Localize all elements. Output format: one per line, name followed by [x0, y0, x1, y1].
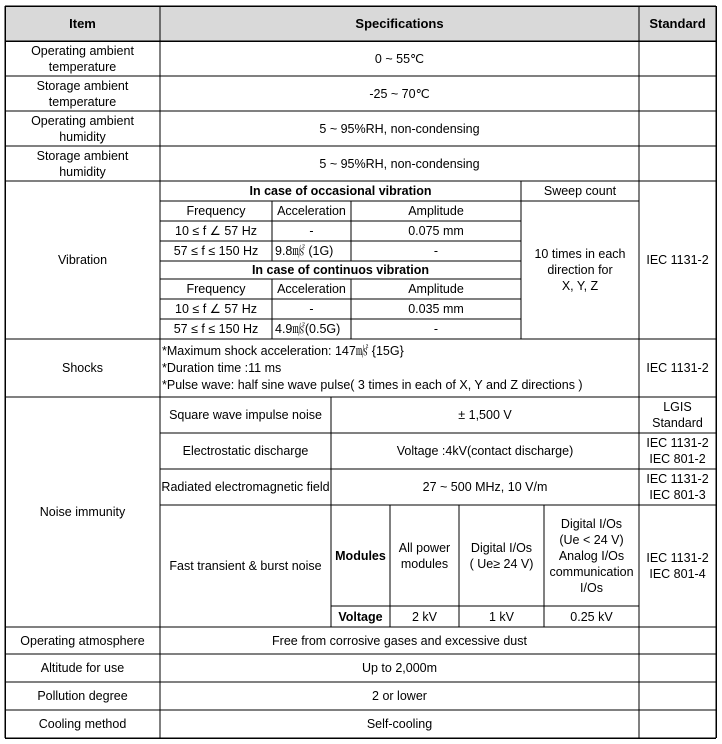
square-wave-standard: LGIS Standard [652, 400, 703, 430]
occ-row1-frequency: 10 ≤ f ∠ 57 Hz [175, 224, 257, 238]
shocks-line-1: *Maximum shock acceleration: 147㎨ {15G} [162, 344, 404, 358]
op-temp-spec: 0 ~ 55℃ [374, 51, 425, 66]
continuous-vibration-title: In case of continuos vibration [251, 263, 430, 277]
square-wave-value: ± 1,500 V [458, 408, 512, 422]
occ-amplitude-header: Amplitude [408, 204, 464, 218]
vibration-item: Vibration [57, 253, 108, 267]
header-specifications: Specifications [160, 6, 639, 41]
vibration-standard: IEC 1131-2 [646, 253, 709, 267]
atmosphere-spec: Free from corrosive gases and excessive dust [272, 633, 527, 648]
shocks-standard: IEC 1131-2 [646, 361, 709, 375]
voltage-label: Voltage [338, 609, 383, 624]
header-item: Item [5, 6, 160, 41]
occ-row1-amplitude: 0.075 mm [408, 224, 464, 238]
radiated-field-value: 27 ~ 500 MHz, 10 V/m [422, 480, 548, 494]
con-row2-acceleration: 4.9㎨(0.5G) [275, 322, 341, 336]
occ-row2-acceleration: 9.8㎨ (1G) [275, 244, 334, 258]
occ-row2-frequency: 57 ≤ f ≤ 150 Hz [173, 244, 259, 258]
modules-label: Modules [335, 548, 386, 563]
pollution-spec: 2 or lower [372, 689, 427, 703]
sweep-count-value: 10 times in each direction for X, Y, Z [534, 247, 626, 293]
esd-value: Voltage :4kV(contact discharge) [396, 444, 574, 458]
cooling-spec: Self-cooling [366, 717, 433, 731]
module-all-power: All power modules [398, 540, 451, 571]
con-row1-acceleration: - [309, 302, 314, 316]
con-acceleration-header: Acceleration [277, 282, 346, 296]
fast-transient-label: Fast transient & burst noise [169, 559, 322, 573]
occ-frequency-header: Frequency [186, 204, 246, 218]
square-wave-label: Square wave impulse noise [169, 408, 322, 422]
con-amplitude-header: Amplitude [408, 282, 464, 296]
occ-row1-acceleration: - [309, 224, 314, 238]
radiated-field-label: Radiated electromagnetic field [161, 480, 330, 494]
con-row1-amplitude: 0.035 mm [408, 302, 464, 316]
esd-label: Electrostatic discharge [182, 444, 309, 458]
noise-immunity-item: Noise immunity [39, 505, 126, 519]
con-row2-frequency: 57 ≤ f ≤ 150 Hz [173, 322, 259, 336]
op-hum-spec: 5 ~ 95%RH, non-condensing [319, 121, 480, 136]
con-row1-frequency: 10 ≤ f ∠ 57 Hz [175, 302, 257, 316]
altitude-spec: Up to 2,000m [361, 661, 438, 675]
shocks-line-3: *Pulse wave: half sine wave pulse( 3 times in each of X, Y and Z directions ) [162, 378, 583, 392]
con-frequency-header: Frequency [186, 282, 246, 296]
cooling-item: Cooling method [38, 717, 127, 731]
st-temp-spec: -25 ~ 70℃ [369, 86, 430, 101]
occ-row2-amplitude: - [433, 244, 439, 258]
con-row2-amplitude: - [433, 322, 439, 336]
op-hum-item: Operating ambient humidity [31, 113, 134, 144]
voltage-digital-low: 0.25 kV [570, 609, 613, 624]
altitude-item: Altitude for use [40, 661, 125, 675]
occ-acceleration-header: Acceleration [277, 204, 346, 218]
voltage-all-power: 2 kV [411, 609, 437, 624]
fast-transient-standard: IEC 1131-2 IEC 801-4 [646, 551, 709, 581]
st-hum-spec: 5 ~ 95%RH, non-condensing [319, 156, 480, 171]
st-hum-item: Storage ambient humidity [36, 148, 129, 179]
pollution-item: Pollution degree [37, 689, 128, 703]
esd-standard: IEC 1131-2 IEC 801-2 [646, 436, 709, 466]
atmosphere-item: Operating atmosphere [20, 633, 145, 648]
shocks-item: Shocks [62, 361, 103, 375]
op-temp-item: Operating ambient temperature [31, 43, 134, 74]
module-digital-high: Digital I/Os ( Ue≥ 24 V) [469, 540, 534, 571]
header-standard: Standard [639, 6, 716, 41]
radiated-field-standard: IEC 1131-2 IEC 801-3 [646, 472, 709, 502]
shocks-line-2: *Duration time :11 ms [162, 361, 282, 375]
module-digital-low: Digital I/Os (Ue < 24 V) Analog I/Os communication I/Os [549, 516, 634, 595]
voltage-digital-high: 1 kV [488, 609, 514, 624]
st-temp-item: Storage ambient temperature [36, 78, 129, 109]
sweep-count-header: Sweep count [543, 184, 617, 198]
occasional-vibration-title: In case of occasional vibration [249, 184, 432, 198]
